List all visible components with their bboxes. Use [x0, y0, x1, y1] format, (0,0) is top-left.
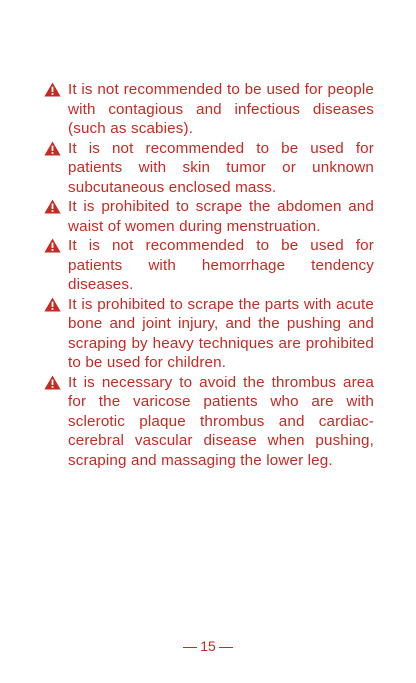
warning-item-5 [44, 295, 374, 373]
footer-dash-left [183, 647, 197, 648]
warning-text-6: It is necessary to avoid the thrombus area for the varicose patients who are with sclerotic plaque thrombus and cardiac-cerebral vascular disease when pushing, scraping and massaging the lower leg. [68, 373, 374, 469]
warning-text-2: It is not recommended to be used for patients with skin tumor or unknown subcutaneous enclosed mass. [68, 139, 374, 196]
warning-item-2 [44, 139, 374, 198]
warning-triangle-icon [44, 141, 61, 156]
warning-item-1 [44, 80, 374, 139]
warning-item-3 [44, 197, 374, 236]
warning-text-5: It is prohibited to scrape the parts with acute bone and joint injury, and the pushing and scraping by heavy techniques are prohibited to be used for children. [68, 295, 374, 371]
warning-triangle-icon [44, 297, 61, 312]
footer-dash-right [219, 647, 233, 648]
warning-triangle-icon [44, 199, 61, 214]
warning-triangle-icon [44, 238, 61, 253]
warning-text-1: It is not recommended to be used for people with contagious and infectious diseases (such as scabies). [68, 81, 374, 137]
page-footer [0, 636, 416, 656]
warning-triangle-icon [44, 82, 61, 97]
warning-item-4 [44, 236, 374, 295]
warning-text-4: It is not recommended to be used for patients with hemorrhage tendency diseases. [68, 237, 374, 293]
warning-triangle-icon [44, 375, 61, 390]
warning-item-6 [44, 373, 374, 471]
warning-list [44, 80, 374, 470]
warning-text-3: It is prohibited to scrape the abdomen and waist of women during menstruation. [68, 198, 374, 235]
page-number: 15 [200, 638, 216, 654]
